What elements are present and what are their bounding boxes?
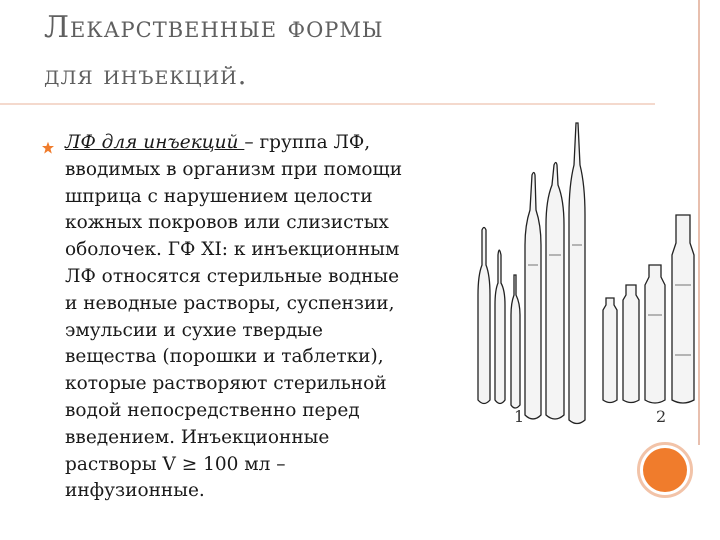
figure-label-1: 1	[514, 407, 525, 426]
body-text	[65, 130, 475, 505]
body-line-13: инфузионные.	[65, 480, 205, 502]
body-line-4: оболочек. ГФ XI: к инъекционным	[65, 239, 400, 261]
body-line-0: – группа ЛФ,	[244, 132, 371, 153]
title-line-2: для инъекций.	[44, 60, 248, 91]
decorative-horizontal-line	[0, 103, 655, 105]
bullet-icon	[41, 141, 55, 155]
body-line-6: и неводные растворы, суспензии,	[65, 292, 395, 314]
decorative-circle	[643, 448, 687, 492]
body-line-3: кожных покровов или слизистых	[65, 212, 389, 234]
figure-label-2: 2	[656, 407, 667, 426]
term-label: ЛФ для инъекций	[65, 132, 245, 153]
body-line-9: которые растворяют стерильной	[65, 373, 387, 395]
body-line-7: эмульсии и сухие твердые	[65, 319, 323, 341]
body-line-1: вводимых в организм при помощи	[65, 158, 403, 180]
body-line-5: ЛФ относятся стерильные водные	[65, 265, 400, 287]
decorative-vertical-line	[698, 0, 700, 445]
body-line	[65, 130, 475, 157]
title-line-1: Лекарственные формы	[44, 10, 384, 45]
body-line-2: шприца с нарушением целости	[65, 185, 373, 207]
body-line-12: растворы V ≥ 100 мл –	[65, 453, 286, 475]
slide-title	[44, 4, 644, 100]
body-line-10: водой непосредственно перед	[65, 399, 360, 421]
body-line-8: вещества (порошки и таблетки),	[65, 346, 384, 368]
ampoules-and-vials-icon	[468, 115, 698, 435]
body-line-11: введением. Инъекционные	[65, 426, 330, 448]
ampoules-illustration	[468, 115, 698, 435]
